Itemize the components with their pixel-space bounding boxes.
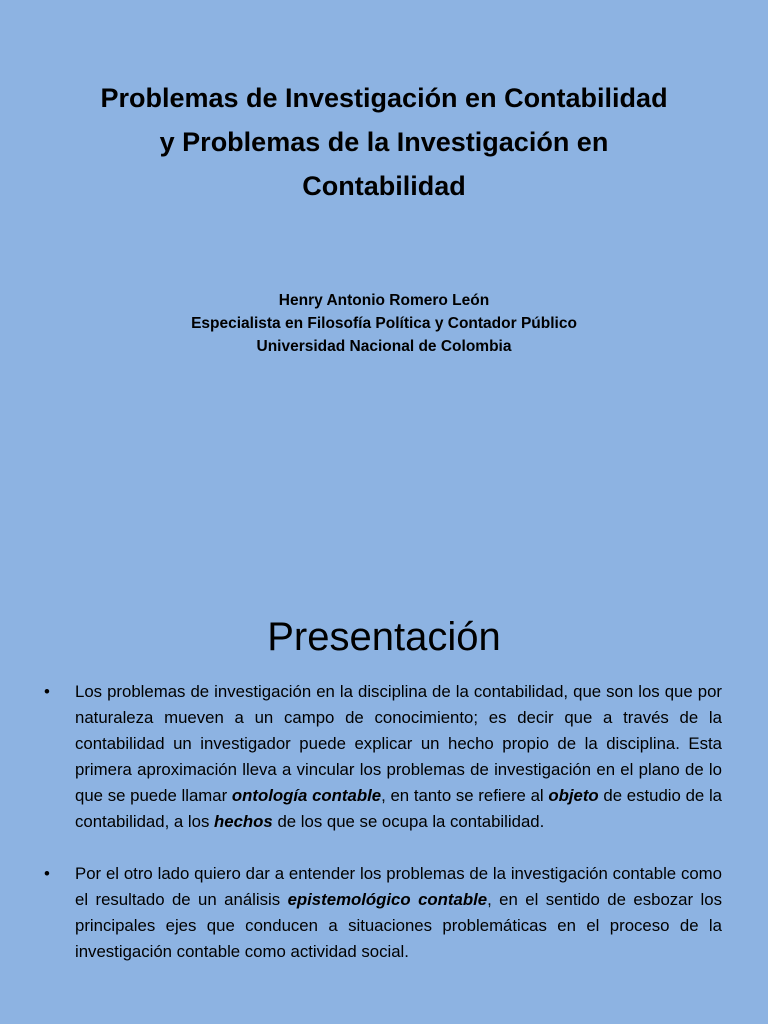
title-line: y Problemas de la Investigación en: [159, 127, 609, 157]
emphasis-term: epistemológico contable: [287, 890, 488, 909]
bullet-text: Los problemas de investigación en la disciplina de la contabilidad, que son los que por naturaleza mueven a un campo de conocimiento; es decir que a través de la contabilidad un investigador puede explicar un hecho propio de la disciplina. Esta primera aproximación lleva a vincular los problemas de investigación en el plano de lo que se puede llamar: [75, 682, 722, 805]
presentation-slide: [0, 576, 768, 1024]
author-institution: Universidad Nacional de Colombia: [256, 338, 512, 355]
author-credentials: Especialista en Filosofía Política y Contador Público: [191, 315, 577, 332]
bullet-item: [44, 679, 722, 835]
bullet-dot-icon: •: [44, 864, 50, 883]
emphasis-term: objeto: [548, 786, 599, 805]
bullet-text: , en el sentido de esbozar los principales ejes que conducen a situaciones problemáticas en el proceso de la investigación contable como actividad social.: [75, 890, 722, 961]
slide-heading: Presentación: [267, 615, 501, 659]
bullet-item: [44, 861, 722, 965]
bullet-list: [44, 679, 722, 965]
slide-title: [40, 76, 728, 208]
author-name: Henry Antonio Romero León: [278, 292, 490, 309]
bullet-text: de estudio de la contabilidad, a los: [75, 786, 723, 831]
title-line: Problemas de Investigación en Contabilidad: [100, 83, 668, 113]
author-block: [40, 289, 728, 358]
emphasis-term: hechos: [214, 812, 273, 831]
emphasis-term: ontología contable: [231, 786, 382, 805]
bullet-dot-icon: •: [44, 682, 50, 701]
bullet-text: Por el otro lado quiero dar a entender los problemas de la investigación contable como el resultado de un análisis: [75, 864, 722, 909]
title-line: Contabilidad: [302, 171, 466, 201]
bullet-text: de los que se ocupa la contabilidad.: [272, 812, 545, 831]
bullet-text: , en tanto se refiere al: [381, 786, 549, 805]
